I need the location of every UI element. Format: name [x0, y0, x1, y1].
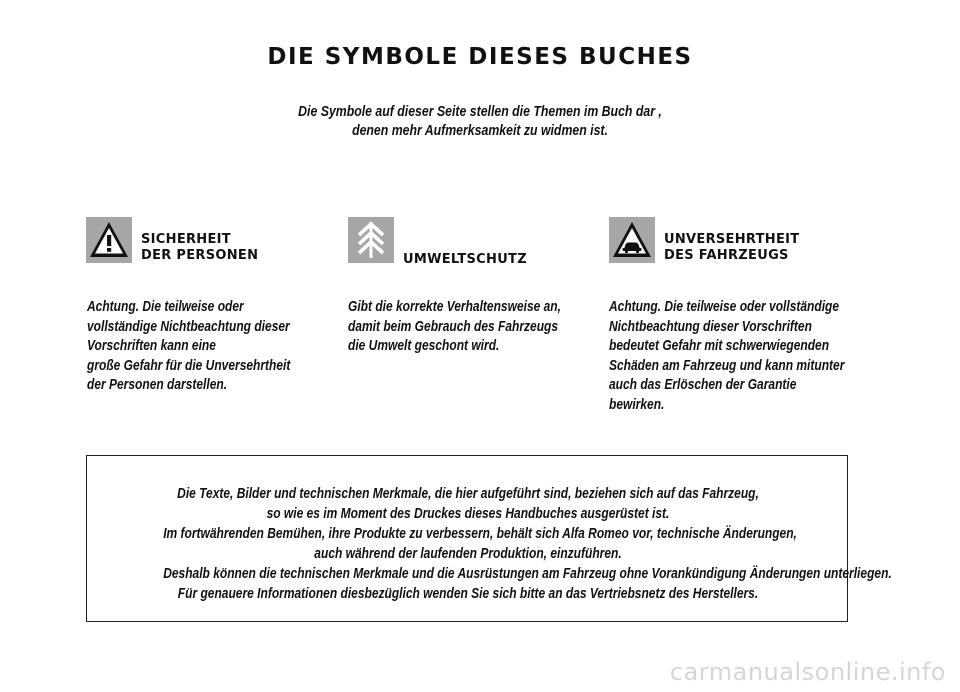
symbol-heading-environment: UMWELTSCHUTZ [403, 252, 527, 267]
symbol-text-vehicle: Achtung. Die teilweise oder vollständige Nichtbeachtung dieser Vorschriften bedeutet Gefahr mit schwerwiegenden Schäden am Fahrzeug und kann mitunter auch das Erlöschen der Garantie bewirken. [609, 298, 845, 413]
symbol-text-safety: Achtung. Die teilweise oder vollständige Nichtbeachtung dieser Vorschriften kann eine große Gefahr für die Unversehrtheit der Personen darstellen. [87, 298, 291, 393]
car-warning-icon [609, 217, 655, 263]
symbol-heading-vehicle: UNVERSEHRTHEIT DES FAHRZEUGS [664, 232, 800, 263]
symbol-heading-safety: SICHERHEIT DER PERSONEN [141, 232, 259, 263]
symbol-text-environment: Gibt die korrekte Verhaltensweise an, damit beim Gebrauch des Fahrzeugs die Umwelt geschont wird. [348, 298, 561, 354]
notice-text: Die Texte, Bilder und technischen Merkmale, die hier aufgeführt sind, beziehen sich auf das Fahrzeug, so wie es im Moment des Druckes dieses Handbuches ausgerüstet ist. Im fortwährenden Bemühen, ihre Produkte zu verbessern, behält sich Alfa Romeo vor, technische Änderungen, auch während der laufenden Produktion, einzuführen. Deshalb können die technischen Merkmale und die Ausrüstungen am Fahrzeug ohne Vorankündigung Änderungen unterliegen. Für genauere Informationen diesbezüglich wenden Sie sich bitte an das Vertriebsnetz des Herstellers. [163, 485, 892, 602]
tree-icon [348, 217, 394, 263]
subtitle-line: denen mehr Aufmerksamkeit zu widmen ist. [352, 122, 608, 139]
watermark: carmanualsonline.info [669, 658, 946, 686]
warning-triangle-icon [86, 217, 132, 263]
subtitle-line: Die Symbole auf dieser Seite stellen die Themen im Buch dar , [298, 103, 662, 120]
page-title: DIE SYMBOLE DIESES BUCHES [267, 44, 693, 70]
page-subtitle [86, 102, 873, 140]
notice-box [86, 455, 892, 622]
